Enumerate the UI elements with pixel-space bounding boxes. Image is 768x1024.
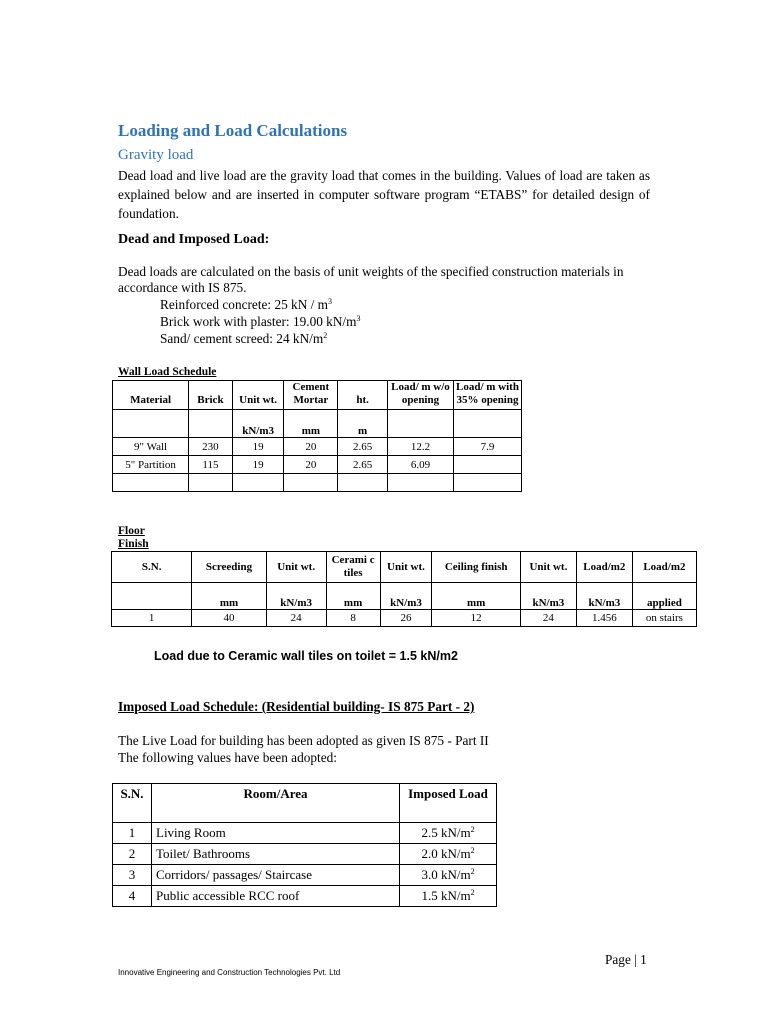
header-cell: Screeding [192,552,266,583]
table-row [113,474,522,492]
header-cell: S.N. [112,552,192,583]
unit-cell: kN/m3 [576,583,632,610]
header-cell: Cement Mortar [284,381,338,410]
unit-cell [189,410,233,438]
imposed-line-1: The Live Load for building has been adopted as given IS 875 - Part II [118,733,489,748]
dead-load-paragraph: Dead loads are calculated on the basis of unit weights of the specified construction materials in accordance with IS 875. [118,264,624,295]
table-cell: Toilet/ Bathrooms [152,844,400,865]
table-cell: 12 [432,610,521,627]
table-cell: Corridors/ passages/ Staircase [152,865,400,886]
header-cell: Load/ m w/o opening [387,381,453,410]
table-cell: 24 [520,610,576,627]
table-cell: Living Room [152,823,400,844]
header-cell: Unit wt. [520,552,576,583]
imposed-load-paragraph [118,732,489,766]
table-row [113,844,497,865]
header-cell: Brick [189,381,233,410]
unit-cell: mm [432,583,521,610]
unit-cell: kN/m3 [380,583,432,610]
table-cell [387,474,453,492]
imposed-load-table [112,783,497,907]
table-cell: 40 [192,610,266,627]
unit-cell: mm [326,583,380,610]
page-number: Page | 1 [605,952,647,967]
material-item: Sand/ cement screed: 24 $kN/m^2$ [160,331,328,346]
unit-cell: m [338,410,388,438]
intro-paragraph: Dead load and live load are the gravity load that comes in the building. Values of load are taken as explained below and are inserted in computer software program “ETABS” for detailed design of foundation. [118,168,650,221]
table-cell [189,474,233,492]
header-cell: Unit wt. [232,381,284,410]
table-cell: 3 [113,865,152,886]
wall-load-table [112,380,522,492]
table-cell: 1 [112,610,192,627]
imposed-load-heading: Imposed Load Schedule: (Residential building- IS 875 Part - 2) [118,699,475,714]
table-row [113,865,497,886]
table-cell: 4 [113,886,152,907]
table-row [113,456,522,474]
table-cell: 19 [232,456,284,474]
table-cell: 2.65 [338,456,388,474]
table-cell: 7.9 [453,438,521,456]
header-cell: Room/Area [152,784,400,823]
table-cell: 19 [232,438,284,456]
header-cell: Load/m2 [576,552,632,583]
table-cell [232,474,284,492]
units-row [112,583,697,610]
header-cell: Unit wt. [266,552,326,583]
table-row [112,610,697,627]
table-cell [338,474,388,492]
table-cell: on stairs [632,610,696,627]
table-cell: 5" Partition [113,456,189,474]
unit-cell [112,583,192,610]
unit-cell [113,410,189,438]
material-item: Brick work with plaster: 19.00 $kN/m^3$ [160,314,361,329]
table-cell: 20 [284,456,338,474]
table-cell: 1 [113,823,152,844]
unit-cell: mm [192,583,266,610]
table-cell [284,474,338,492]
table-cell [113,474,189,492]
footer-company: Innovative Engineering and Construction Technologies Pvt. Ltd [118,968,341,977]
table-cell: 2.0 $kN/m^2$ [400,844,497,865]
header-cell: Ceiling finish [432,552,521,583]
table-cell: 1.456 [576,610,632,627]
table-row [113,438,522,456]
table-cell: 9" Wall [113,438,189,456]
ceramic-tiles-note: Load due to Ceramic wall tiles on toilet = 1.5 kN/m2 [154,649,458,663]
table-row [113,886,497,907]
unit-cell: kN/m3 [520,583,576,610]
table-cell: 1.5 $kN/m^2$ [400,886,497,907]
table-cell: 8 [326,610,380,627]
unit-cell: kN/m3 [232,410,284,438]
table-cell [453,474,521,492]
units-row [113,410,522,438]
table-cell: 3.0 $kN/m^2$ [400,865,497,886]
unit-cell: mm [284,410,338,438]
header-cell: Imposed Load [400,784,497,823]
header-cell: S.N. [113,784,152,823]
table-row [113,823,497,844]
table-cell: 115 [189,456,233,474]
table-header-row [113,381,522,410]
table-cell: 2.65 [338,438,388,456]
table-cell: 24 [266,610,326,627]
imposed-line-2: The following values have been adopted: [118,750,337,765]
table-cell: Public accessible RCC roof [152,886,400,907]
wall-table-caption: Wall Load Schedule [118,366,217,378]
table-cell: 6.09 [387,456,453,474]
unit-cell [453,410,521,438]
page-title: Loading and Load Calculations [118,121,348,140]
unit-cell: applied [632,583,696,610]
table-header-row [112,552,697,583]
table-cell [453,456,521,474]
section-subtitle: Gravity load [118,147,194,163]
floor-table-caption: Floor Finish [118,525,149,550]
floor-finish-table [111,551,697,627]
unit-cell: kN/m3 [266,583,326,610]
header-cell: Unit wt. [380,552,432,583]
table-cell: 20 [284,438,338,456]
unit-cell [387,410,453,438]
header-cell: Load/ m with 35% opening [453,381,521,410]
header-cell: Cerami c tiles [326,552,380,583]
header-cell: Material [113,381,189,410]
header-cell: Load/m2 [632,552,696,583]
table-header-row [113,784,497,823]
dead-load-heading: Dead and Imposed Load: [118,232,270,247]
material-item: Reinforced concrete: 25 kN / $m^3$ [160,297,332,312]
table-cell: 26 [380,610,432,627]
table-cell: 2.5 $kN/m^2$ [400,823,497,844]
table-cell: 12.2 [387,438,453,456]
table-cell: 230 [189,438,233,456]
table-cell: 2 [113,844,152,865]
header-cell: ht. [338,381,388,410]
